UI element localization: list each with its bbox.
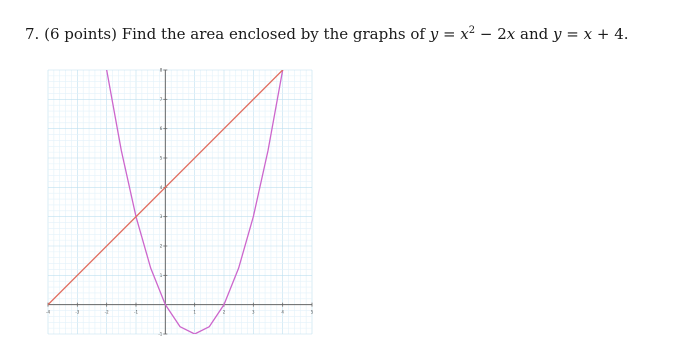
y-tick-label: 2 xyxy=(159,243,163,249)
x-tick-label: 4 xyxy=(281,309,284,315)
problem-intro: Find the area enclosed by the graphs of xyxy=(121,25,425,43)
x-tick-label: -3 xyxy=(75,309,80,315)
y-tick-label: 1 xyxy=(159,272,163,278)
y-tick-label: 6 xyxy=(159,126,163,132)
y-tick-label: 7 xyxy=(159,96,163,102)
x-tick-label: 1 xyxy=(193,309,196,315)
y-tick-label: 5 xyxy=(159,155,163,161)
y-tick-label: 3 xyxy=(159,214,163,220)
conjunction: and xyxy=(520,25,549,43)
x-tick-label: 5 xyxy=(310,309,314,315)
x-tick-label: 2 xyxy=(222,309,226,315)
y-tick-label: -1 xyxy=(158,331,163,337)
equation-1: $y = x^2 - 2x$ xyxy=(429,25,516,43)
x-tick-label: -2 xyxy=(104,309,109,315)
y-tick-label: 8 xyxy=(159,67,163,73)
equation-2: y = x + 4. xyxy=(553,25,629,43)
plot-background xyxy=(48,67,312,334)
problem-number: 7. xyxy=(25,25,40,43)
x-tick-label: -4 xyxy=(46,309,50,315)
y-tick-label: 4 xyxy=(159,184,163,190)
grid xyxy=(48,67,312,334)
problem-points: (6 points) xyxy=(44,25,117,43)
x-tick-label: -1 xyxy=(134,309,138,315)
x-tick-label: 3 xyxy=(252,309,255,315)
